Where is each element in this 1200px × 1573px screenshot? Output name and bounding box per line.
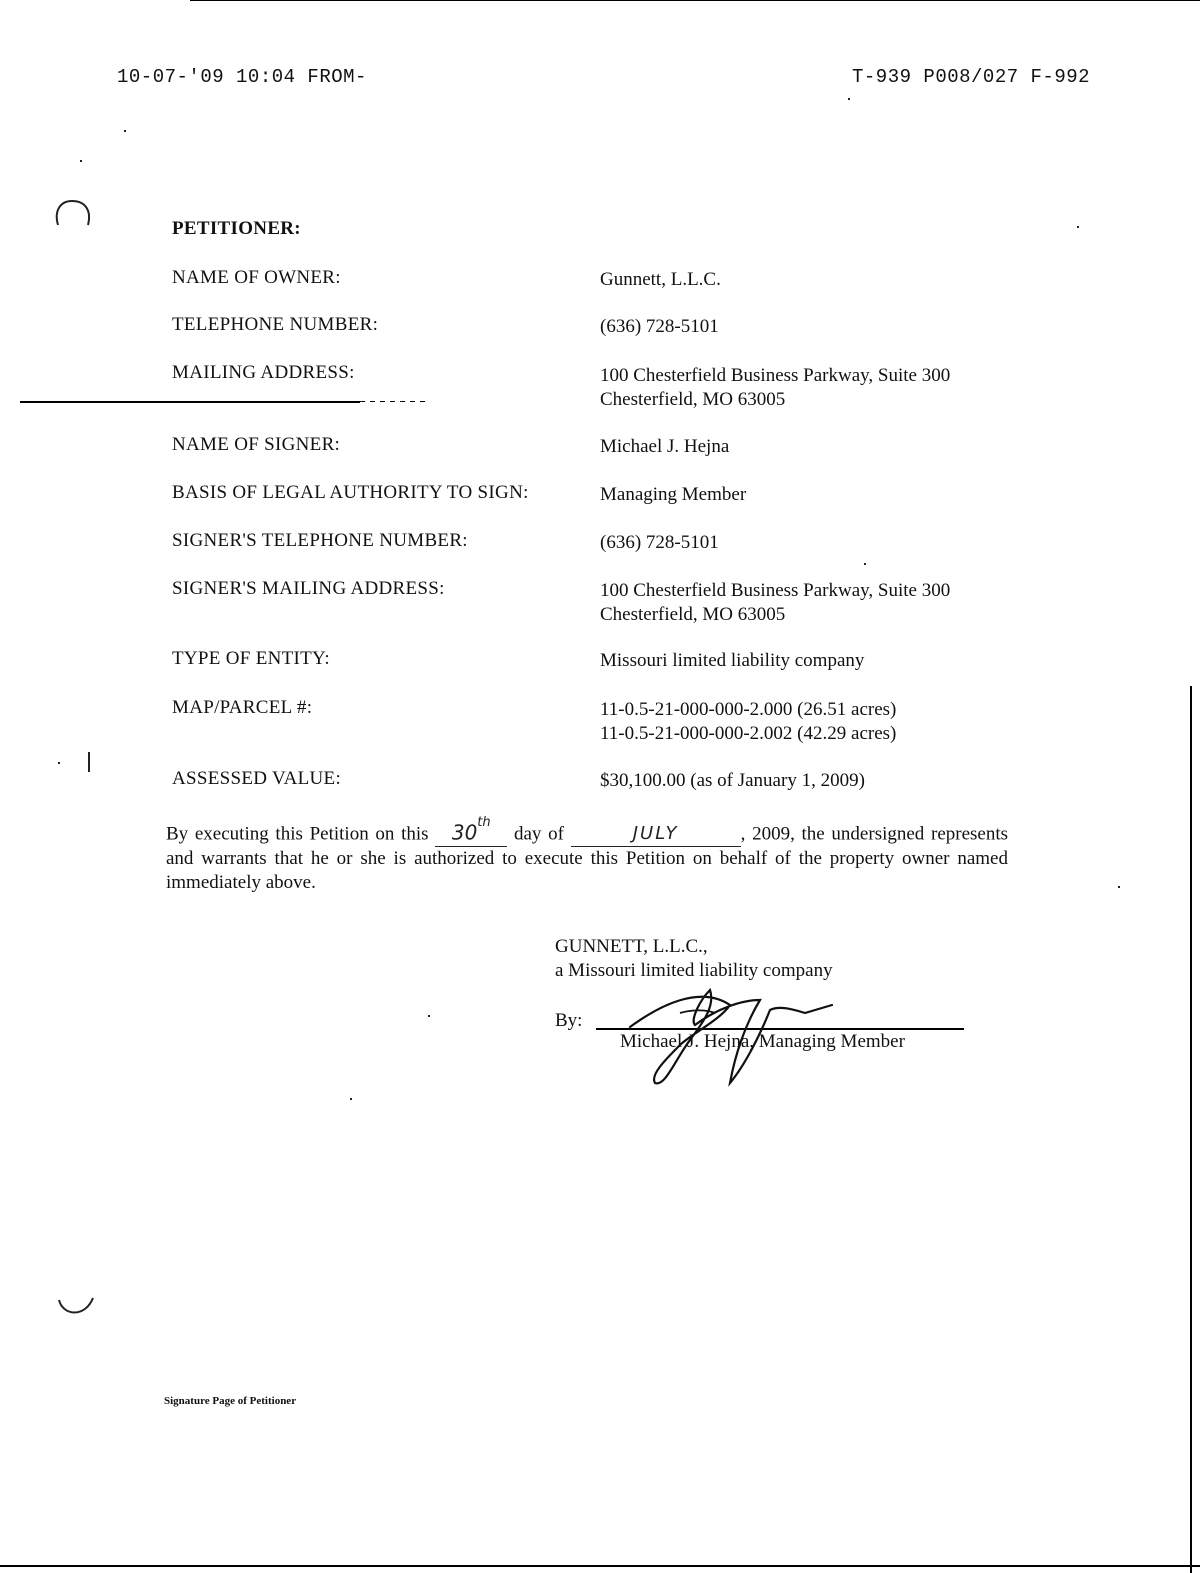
field-label: MAP/PARCEL #: xyxy=(172,697,313,718)
scan-edge-right xyxy=(1190,686,1192,1573)
field-label: NAME OF OWNER: xyxy=(172,267,341,288)
scan-edge-top xyxy=(190,0,1200,1)
fax-header-left: 10-07-'09 10:04 FROM- xyxy=(117,66,367,88)
paragraph-text-2: day of xyxy=(513,823,564,845)
punch-hole-mark-top xyxy=(50,195,100,235)
field-label: TELEPHONE NUMBER: xyxy=(172,314,379,335)
execution-paragraph xyxy=(166,817,1008,895)
signature-descriptor: a Missouri limited liability company xyxy=(555,960,833,981)
scan-speck xyxy=(864,563,866,565)
scan-speck xyxy=(88,752,90,772)
scan-speck xyxy=(1077,226,1079,228)
handwritten-signature xyxy=(620,965,860,1095)
handwritten-day-suffix: th xyxy=(477,815,491,830)
field-label: BASIS OF LEGAL AUTHORITY TO SIGN: xyxy=(172,482,529,503)
field-value: 11-0.5-21-000-000-2.000 (26.51 acres) 11-0.5-21-000-000-2.002 (42.29 acres) xyxy=(600,699,897,744)
scan-artifact-dashes xyxy=(360,401,430,402)
paragraph-text-3: , 2009, the undersigned represents and warrants that he or she is authorized to execute this Petition on behalf of the property owner named immediately above. xyxy=(166,823,1009,894)
field-value: (636) 728-5101 xyxy=(600,532,719,553)
field-value: $30,100.00 (as of January 1, 2009) xyxy=(600,770,865,791)
scan-speck xyxy=(80,160,82,162)
footer-caption: Signature Page of Petitioner xyxy=(164,1395,297,1407)
field-value: 100 Chesterfield Business Parkway, Suite 300 Chesterfield, MO 63005 xyxy=(600,365,951,410)
month-blank xyxy=(571,822,741,847)
field-value: Missouri limited liability company xyxy=(600,650,865,671)
handwritten-month: JULY xyxy=(632,823,679,845)
section-title: PETITIONER: xyxy=(172,218,301,239)
field-label: SIGNER'S TELEPHONE NUMBER: xyxy=(172,530,468,551)
handwritten-day: 30 xyxy=(451,820,478,845)
scan-speck xyxy=(124,130,126,132)
fax-header-right: T-939 P008/027 F-992 xyxy=(852,66,1091,88)
field-label: TYPE OF ENTITY: xyxy=(172,648,330,669)
field-value: Managing Member xyxy=(600,484,747,505)
field-label: MAILING ADDRESS: xyxy=(172,362,355,383)
scan-speck xyxy=(350,1098,352,1100)
day-blank xyxy=(435,817,507,847)
scan-artifact-line xyxy=(20,401,360,403)
signature-signer-line: Michael J. Hejna, Managing Member xyxy=(620,1031,905,1052)
paragraph-text-1: By executing this Petition on this xyxy=(166,823,429,845)
scan-speck xyxy=(1118,886,1120,888)
scan-speck xyxy=(58,762,60,764)
scan-speck xyxy=(428,1015,430,1017)
signature-by-label: By: xyxy=(555,1010,583,1031)
field-value: (636) 728-5101 xyxy=(600,316,719,337)
field-label: NAME OF SIGNER: xyxy=(172,434,341,455)
scan-edge-bottom xyxy=(0,1565,1200,1567)
field-label: ASSESSED VALUE: xyxy=(172,768,342,789)
scan-speck xyxy=(848,98,850,100)
field-value: Michael J. Hejna xyxy=(600,436,730,457)
signature-company: GUNNETT, L.L.C., xyxy=(555,936,708,957)
field-label: SIGNER'S MAILING ADDRESS: xyxy=(172,578,445,599)
punch-hole-mark-bottom xyxy=(55,1292,105,1328)
field-value: 100 Chesterfield Business Parkway, Suite 300 Chesterfield, MO 63005 xyxy=(600,580,951,625)
field-value: Gunnett, L.L.C. xyxy=(600,269,721,290)
